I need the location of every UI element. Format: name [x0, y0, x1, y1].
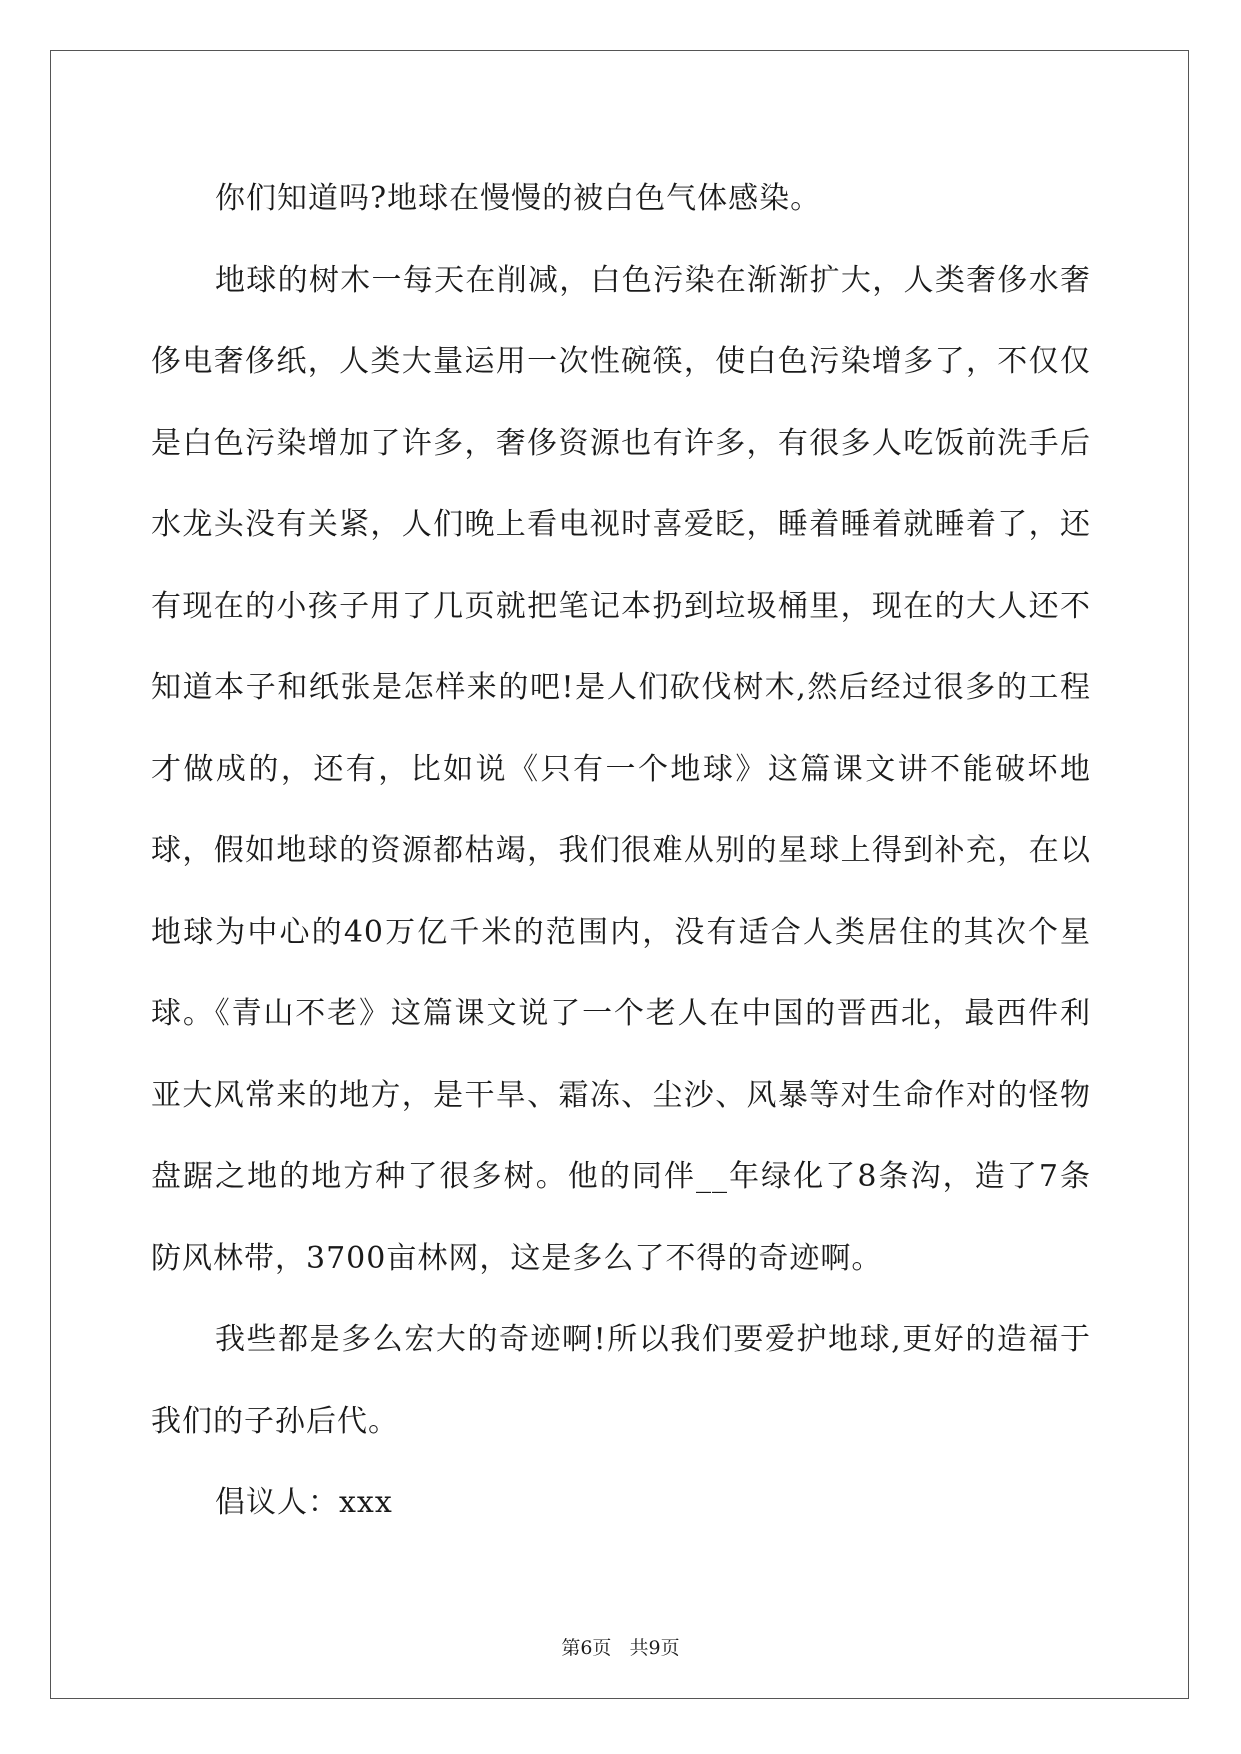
paragraph-signature: 倡议人：xxx — [215, 1485, 393, 1520]
paragraph-conclusion: 我些都是多么宏大的奇迹啊!所以我们要爱护地球,更好的造福于我们的子孙后代。 — [151, 1322, 1091, 1439]
paragraph-intro: 你们知道吗?地球在慢慢的被白色气体感染。 — [215, 181, 822, 216]
page-number-footer: 第6页 共9页 — [561, 1637, 680, 1659]
paragraph-main: 地球的树木一每天在削减，白色污染在渐渐扩大，人类奢侈水奢侈电奢侈纸，人类大量运用一次性碗筷，使白色污染增多了，不仅仅是白色污染增加了许多，奢侈资源也有许多，有很多人吃饭前洗手后水龙头没有关紧，人们晚上看电视时喜爱眨，睡着睡着就睡着了，还有现在的小孩子用了几页就把笔记本扔到垃圾桶里，现在的大人还不知道本子和纸张是怎样来的吧!是人们砍伐树木,然后经过很多的工程才做成的，还有，比如说《只有一个地球》这篇课文讲不能破坏地球，假如地球的资源都枯竭，我们很难从别的星球上得到补充，在以地球为中心的40万亿千米的范围内，没有适合人类居住的其次个星球。《青山不老》这篇课文说了一个老人在中国的晋西北，最西件利亚大风常来的地方，是干旱、霜冻、尘沙、风暴等对生命作对的怪物盘踞之地的地方种了很多树。他的同伴__年绿化了8条沟，造了7条防风林带，3700亩林网，这是多么了不得的奇迹啊。 — [151, 262, 1091, 1276]
document-body — [151, 158, 1091, 1544]
